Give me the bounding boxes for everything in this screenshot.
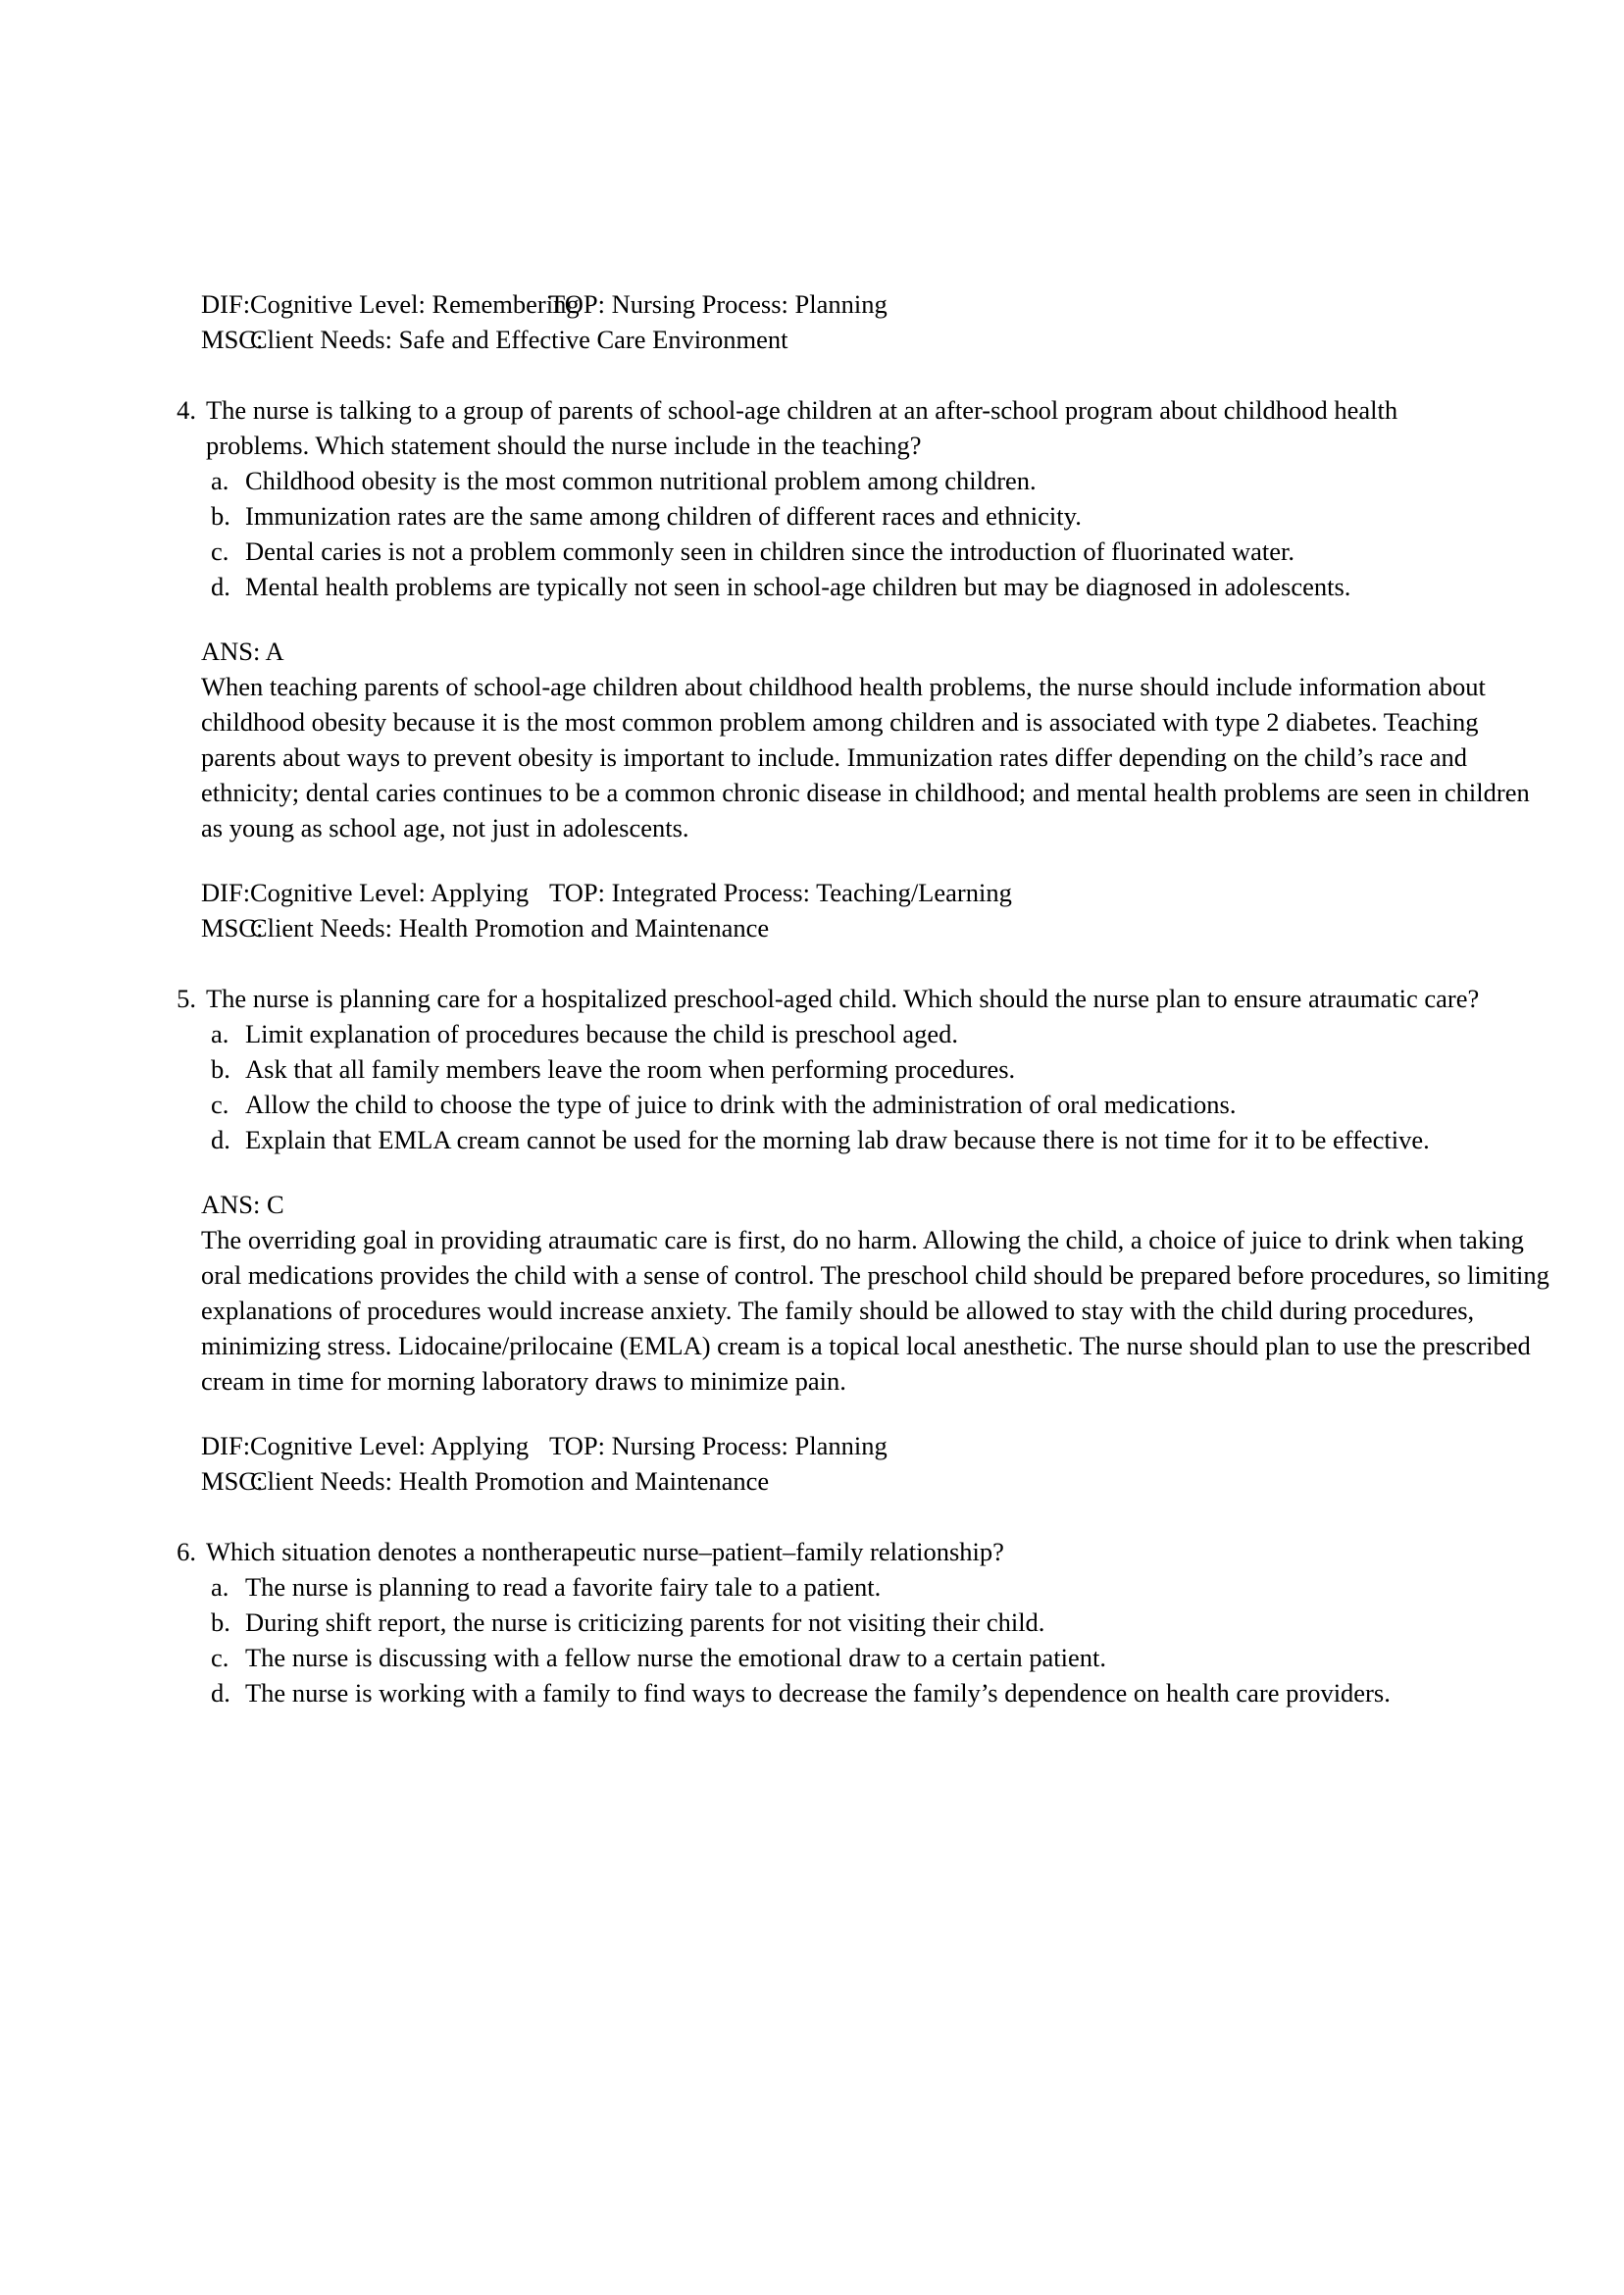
answer-block: [201, 634, 1554, 845]
spacer: [201, 945, 1554, 981]
metadata-block-top: [201, 286, 1554, 357]
option-item: [201, 534, 1554, 569]
spacer: [201, 845, 1554, 875]
option-letter: b.: [211, 501, 230, 531]
top-value: TOP: Integrated Process: Teaching/Learning: [549, 878, 1012, 907]
option-list: [201, 1016, 1554, 1157]
option-item: [201, 498, 1554, 534]
option-item: [201, 569, 1554, 604]
option-letter: a.: [211, 1019, 229, 1048]
msc-value: Client Needs: Safe and Effective Care Environment: [250, 325, 788, 354]
spacer: [201, 1157, 1554, 1187]
option-item: [201, 1122, 1554, 1157]
option-text: Dental caries is not a problem commonly seen in children since the introduction of fluorinated water.: [245, 536, 1294, 566]
option-text: Childhood obesity is the most common nutritional problem among children.: [245, 466, 1037, 495]
question-stem-row: [177, 1534, 1554, 1569]
question-stem: Which situation denotes a nontherapeutic nurse–patient–family relationship?: [206, 1537, 1004, 1566]
option-item: [201, 1605, 1554, 1640]
question-stem: The nurse is planning care for a hospitalized preschool-aged child. Which should the nurse plan to ensure atraumatic care?: [206, 984, 1480, 1013]
dif-line: [201, 1428, 1554, 1463]
dif-line: [201, 875, 1554, 910]
option-list: [201, 463, 1554, 604]
dif-value: Cognitive Level: Applying: [250, 878, 530, 907]
msc-key: MSC:: [201, 1466, 264, 1496]
document-content: [177, 286, 1554, 1710]
option-text: Limit explanation of procedures because the child is preschool aged.: [245, 1019, 959, 1048]
option-text: During shift report, the nurse is criticizing parents for not visiting their child.: [245, 1607, 1045, 1637]
top-value: TOP: Nursing Process: Planning: [549, 1431, 888, 1460]
top-value: TOP: Nursing Process: Planning: [549, 289, 888, 319]
spacer: [201, 1399, 1554, 1428]
dif-key: DIF:: [201, 878, 251, 907]
metadata-block: [201, 1428, 1554, 1499]
option-item: [201, 1051, 1554, 1087]
spacer: [201, 604, 1554, 634]
question-item: [177, 392, 1554, 945]
answer-label: ANS: A: [201, 637, 284, 666]
dif-value: Cognitive Level: Remembering: [250, 289, 580, 319]
question-number: 5.: [177, 984, 196, 1013]
question-stem-row: [177, 392, 1554, 463]
dif-value: Cognitive Level: Applying: [250, 1431, 530, 1460]
msc-key: MSC:: [201, 913, 264, 943]
answer-label: ANS: C: [201, 1190, 284, 1219]
option-letter: a.: [211, 466, 229, 495]
option-letter: d.: [211, 1125, 230, 1154]
option-item: [201, 1016, 1554, 1051]
spacer: [201, 357, 1554, 392]
option-list: [201, 1569, 1554, 1710]
question-number: 6.: [177, 1537, 196, 1566]
question-stem-row: [177, 981, 1554, 1016]
dif-key: DIF:: [201, 1431, 251, 1460]
metadata-block: [201, 875, 1554, 945]
msc-line: [201, 910, 1554, 945]
option-item: [201, 1640, 1554, 1675]
question-item: [177, 981, 1554, 1499]
option-letter: c.: [211, 536, 229, 566]
option-text: Immunization rates are the same among children of different races and ethnicity.: [245, 501, 1082, 531]
option-item: [201, 1087, 1554, 1122]
option-text: Allow the child to choose the type of juice to drink with the administration of oral medications.: [245, 1090, 1237, 1119]
msc-line: [201, 322, 1554, 357]
option-item: [201, 1675, 1554, 1710]
option-letter: a.: [211, 1572, 229, 1602]
answer-rationale: When teaching parents of school-age children about childhood health problems, the nurse should include information about childhood obesity because it is the most common problem among children and is associated with type 2 diabetes. Teaching parents about ways to prevent obesity is important to include. Immunization rates differ depending on the child’s race and ethnicity; dental caries continues to be a common chronic disease in childhood; and mental health problems are seen in children as young as school age, not just in adolescents.: [201, 672, 1530, 842]
option-text: Ask that all family members leave the room when performing procedures.: [245, 1054, 1016, 1084]
spacer: [201, 1499, 1554, 1534]
answer-block: [201, 1187, 1554, 1399]
option-text: Explain that EMLA cream cannot be used for the morning lab draw because there is not time for it to be effective.: [245, 1125, 1430, 1154]
msc-key: MSC:: [201, 325, 264, 354]
msc-value: Client Needs: Health Promotion and Maintenance: [250, 1466, 770, 1496]
option-text: The nurse is planning to read a favorite fairy tale to a patient.: [245, 1572, 882, 1602]
dif-line: [201, 286, 1554, 322]
option-item: [201, 463, 1554, 498]
option-letter: d.: [211, 1678, 230, 1708]
answer-rationale: The overriding goal in providing atraumatic care is first, do no harm. Allowing the child, a choice of juice to drink when taking oral medications provides the child with a sense of control. The preschool child should be prepared before procedures, so limiting explanations of procedures would increase anxiety. The family should be allowed to stay with the child during procedures, minimizing stress. Lidocaine/prilocaine (EMLA) cream is a topical local anesthetic. The nurse should plan to use the prescribed cream in time for morning laboratory draws to minimize pain.: [201, 1225, 1549, 1396]
question-item: [177, 1534, 1554, 1710]
option-letter: c.: [211, 1643, 229, 1672]
question-number: 4.: [177, 395, 196, 425]
option-letter: d.: [211, 572, 230, 601]
msc-value: Client Needs: Health Promotion and Maintenance: [250, 913, 770, 943]
dif-key: DIF:: [201, 289, 251, 319]
option-letter: b.: [211, 1054, 230, 1084]
option-letter: c.: [211, 1090, 229, 1119]
option-item: [201, 1569, 1554, 1605]
option-text: The nurse is working with a family to find ways to decrease the family’s dependence on health care providers.: [245, 1678, 1391, 1708]
option-letter: b.: [211, 1607, 230, 1637]
option-text: The nurse is discussing with a fellow nurse the emotional draw to a certain patient.: [245, 1643, 1106, 1672]
question-stem: The nurse is talking to a group of parents of school-age children at an after-school program about childhood health problems. Which statement should the nurse include in the teaching?: [206, 395, 1398, 460]
option-text: Mental health problems are typically not seen in school-age children but may be diagnosed in adolescents.: [245, 572, 1351, 601]
msc-line: [201, 1463, 1554, 1499]
